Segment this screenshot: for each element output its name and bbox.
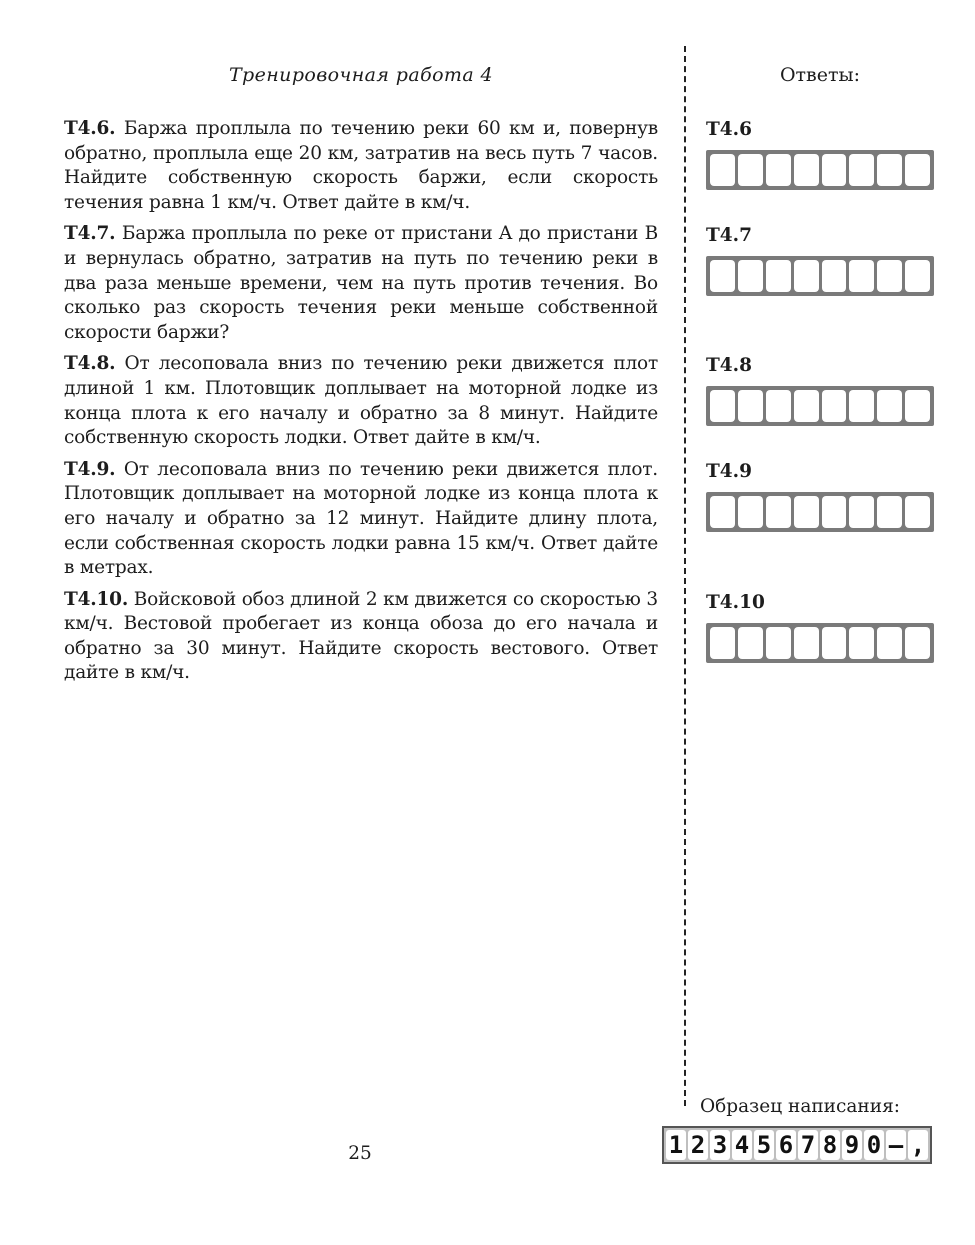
answer-cell[interactable] <box>905 627 930 659</box>
answer-cell[interactable] <box>738 627 763 659</box>
answers-header: Ответы: <box>779 64 861 86</box>
answer-cell[interactable] <box>822 496 847 528</box>
sample-char: 1 <box>666 1130 686 1160</box>
answer-grid[interactable] <box>706 256 934 296</box>
problem-number: T4.9. <box>64 458 116 480</box>
answer-grid[interactable] <box>706 386 934 426</box>
answer-cell[interactable] <box>766 390 791 422</box>
problem-text: Войсковой обоз длиной 2 км движется со скоростью 3 км/ч. Вестовой пробегает из конца обоза до его начала и обратно за 30 минут. Найдите скорость вестового. Ответ дайте в км/ч. <box>64 588 658 684</box>
answer-cell[interactable] <box>710 496 735 528</box>
answer-label: T4.8 <box>706 355 752 376</box>
answer-grid[interactable] <box>706 623 934 663</box>
problem-text: От лесоповала вниз по течению реки движется плот длиной 1 км. Плотовщик доплывает на моторной лодке из конца плота к его началу и обратно за 8 минут. Найдите собственную скорость лодки. Ответ дайте в км/ч. <box>64 353 658 449</box>
answer-cell[interactable] <box>738 390 763 422</box>
answer-grid[interactable] <box>706 150 934 190</box>
answer-cell[interactable] <box>766 627 791 659</box>
sample-writing-label: Образец написания: <box>700 1096 900 1117</box>
answer-cell[interactable] <box>794 627 819 659</box>
answer-cell[interactable] <box>905 496 930 528</box>
problem-text: Баржа проплыла по течению реки 60 км и, повернув обратно, проплыла еще 20 км, затратив на весь путь 7 часов. Найдите собственную скорость баржи, если скорость течения равна 1 км/ч. Ответ дайте в км/ч. <box>64 118 658 213</box>
sample-char: 3 <box>710 1130 730 1160</box>
sample-writing-strip <box>662 1126 932 1164</box>
answer-cell[interactable] <box>849 390 874 422</box>
answer-cell[interactable] <box>794 260 819 292</box>
problem-text: От лесоповала вниз по течению реки движется плот. Плотовщик доплывает на моторной лодке из конца плота к его началу и обратно за 12 минут. Найдите длину плота, если собственная скорость лодки равна 15 км/ч. Ответ дайте в метрах. <box>64 458 658 579</box>
sample-char: , <box>908 1130 928 1160</box>
answer-block-t4-7 <box>706 225 934 296</box>
sample-char: 5 <box>754 1130 774 1160</box>
problem-t4-7 <box>64 222 658 345</box>
problem-text: Баржа проплыла по реке от пристани A до пристани B и вернулась обратно, затратив на путь по течению реки в два раза меньше времени, чем на путь против течения. Во сколько раз скорость течения реки меньше собственной скорости баржи? <box>64 223 658 343</box>
answer-cell[interactable] <box>822 260 847 292</box>
answer-cell[interactable] <box>905 260 930 292</box>
dashed-divider <box>684 46 686 1106</box>
answer-label: T4.9 <box>706 461 752 482</box>
answer-cell[interactable] <box>822 154 847 186</box>
answer-cell[interactable] <box>822 390 847 422</box>
answer-cell[interactable] <box>849 154 874 186</box>
answer-cell[interactable] <box>849 260 874 292</box>
answer-cell[interactable] <box>766 260 791 292</box>
answer-cell[interactable] <box>822 627 847 659</box>
answer-cell[interactable] <box>905 154 930 186</box>
answer-cell[interactable] <box>877 154 902 186</box>
answer-cell[interactable] <box>849 496 874 528</box>
problem-t4-6 <box>64 117 658 215</box>
problems-column <box>64 117 658 693</box>
answer-cell[interactable] <box>877 390 902 422</box>
answer-cell[interactable] <box>710 390 735 422</box>
answer-label: T4.6 <box>706 119 752 140</box>
answer-label: T4.10 <box>706 592 765 613</box>
sample-char: 8 <box>820 1130 840 1160</box>
answer-cell[interactable] <box>849 627 874 659</box>
answer-cell[interactable] <box>877 496 902 528</box>
sample-char: 9 <box>842 1130 862 1160</box>
answer-cell[interactable] <box>877 627 902 659</box>
page-header-title: Тренировочная работа 4 <box>228 64 493 86</box>
answer-cell[interactable] <box>738 496 763 528</box>
sample-char: 2 <box>688 1130 708 1160</box>
answer-cell[interactable] <box>710 154 735 186</box>
sample-char: 7 <box>798 1130 818 1160</box>
answer-cell[interactable] <box>766 154 791 186</box>
answer-block-t4-8 <box>706 355 934 426</box>
page-number: 25 <box>348 1143 372 1164</box>
problem-t4-9 <box>64 458 658 581</box>
problem-number: T4.8. <box>64 353 116 375</box>
sample-char: 4 <box>732 1130 752 1160</box>
answer-label: T4.7 <box>706 225 752 246</box>
sample-char: 0 <box>864 1130 884 1160</box>
answer-cell[interactable] <box>905 390 930 422</box>
answer-cell[interactable] <box>738 154 763 186</box>
answer-cell[interactable] <box>738 260 763 292</box>
answer-cell[interactable] <box>794 390 819 422</box>
problem-t4-8 <box>64 352 658 450</box>
problem-t4-10 <box>64 588 658 686</box>
sample-char: – <box>886 1130 906 1160</box>
answer-cell[interactable] <box>710 260 735 292</box>
answer-cell[interactable] <box>710 627 735 659</box>
answer-cell[interactable] <box>794 154 819 186</box>
answer-cell[interactable] <box>877 260 902 292</box>
answer-cell[interactable] <box>794 496 819 528</box>
sample-char: 6 <box>776 1130 796 1160</box>
problem-number: T4.10. <box>64 588 129 610</box>
answer-grid[interactable] <box>706 492 934 532</box>
answer-block-t4-9 <box>706 461 934 532</box>
problem-number: T4.7. <box>64 223 116 245</box>
answer-cell[interactable] <box>766 496 791 528</box>
problem-number: T4.6. <box>64 118 116 139</box>
answer-block-t4-6 <box>706 119 934 190</box>
answer-block-t4-10 <box>706 592 934 663</box>
